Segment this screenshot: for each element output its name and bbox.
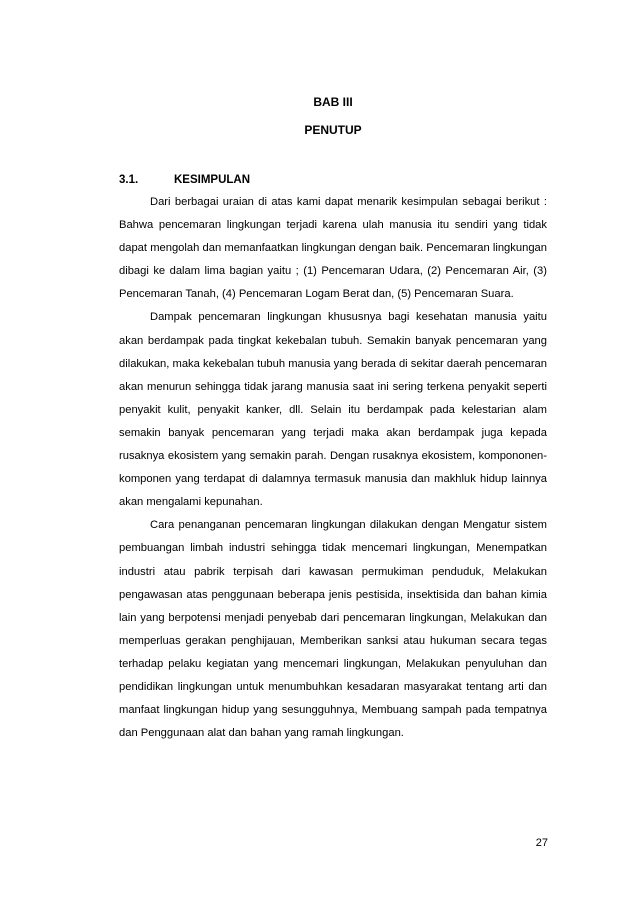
section-title: KESIMPULAN — [174, 174, 251, 186]
paragraph-impact: Dampak pencemaran lingkungan khususnya bagi kesehatan manusia yaitu akan berdampak pada tingkat kekebalan tubuh. Semakin banyak pencemaran yang dilakukan, maka kekebalan tubuh manusia yang berada di sekitar daerah pencemaran akan menurun sehingga tidak jarang manusia saat ini sering terkena penyakit seperti penyakit kulit, penyakit kanker, dll. Selain itu berdampak pada kelestarian alam semakin banyak pencemaran yang terjadi maka akan berdampak juga kepada rusaknya ekosistem yang semakin parah. Dengan rusaknya ekosistem, kompononen-komponen yang terdapat di dalamnya termasuk manusia dan makhluk hidup lainnya akan mengalami kepunahan. — [119, 311, 547, 509]
paragraph-handling: Cara penanganan pencemaran lingkungan dilakukan dengan Mengatur sistem pembuangan limbah industri sehingga tidak mencemari lingkungan, Menempatkan industri atau pabrik terpisah dari kawasan permukiman penduduk, Melakukan pengawasan atas penggunaan beberapa jenis pestisida, insektisida dan bahan kimia lain yang berpotensi menjadi penyebab dari pencemaran lingkungan, Melakukan dan memperluas gerakan penghijauan, Memberikan sanksi atau hukuman secara tegas terhadap pelaku kegiatan yang mencemari lingkungan, Melakukan penyuluhan dan pendidikan lingkungan untuk menumbuhkan kesadaran masyarakat tentang arti dan manfaat lingkungan hidup yang sesungguhnya, Membuang sampah pada tempatnya dan Penggunaan alat dan bahan yang ramah lingkungan. — [119, 519, 547, 740]
paragraph-summary: Dari berbagai uraian di atas kami dapat menarik kesimpulan sebagai berikut : Bahwa pencemaran lingkungan terjadi karena ulah manusia itu sendiri yang tidak dapat mengolah dan memanfaatkan lingkungan dengan baik. Pencemaran lingkungan dibagi ke dalam lima bagian yaitu ; (1) Pencemaran Udara, (2) Pencemaran Air, (3) Pencemaran Tanah, (4) Pencemaran Logam Berat dan, (5) Pencemaran Suara. — [119, 196, 547, 301]
chapter-label: BAB III — [313, 95, 353, 109]
body-text — [119, 191, 547, 745]
section-number: 3.1. — [119, 174, 139, 186]
chapter-title: PENUTUP — [304, 123, 362, 137]
page-number: 27 — [535, 837, 548, 849]
section-heading — [119, 173, 250, 187]
